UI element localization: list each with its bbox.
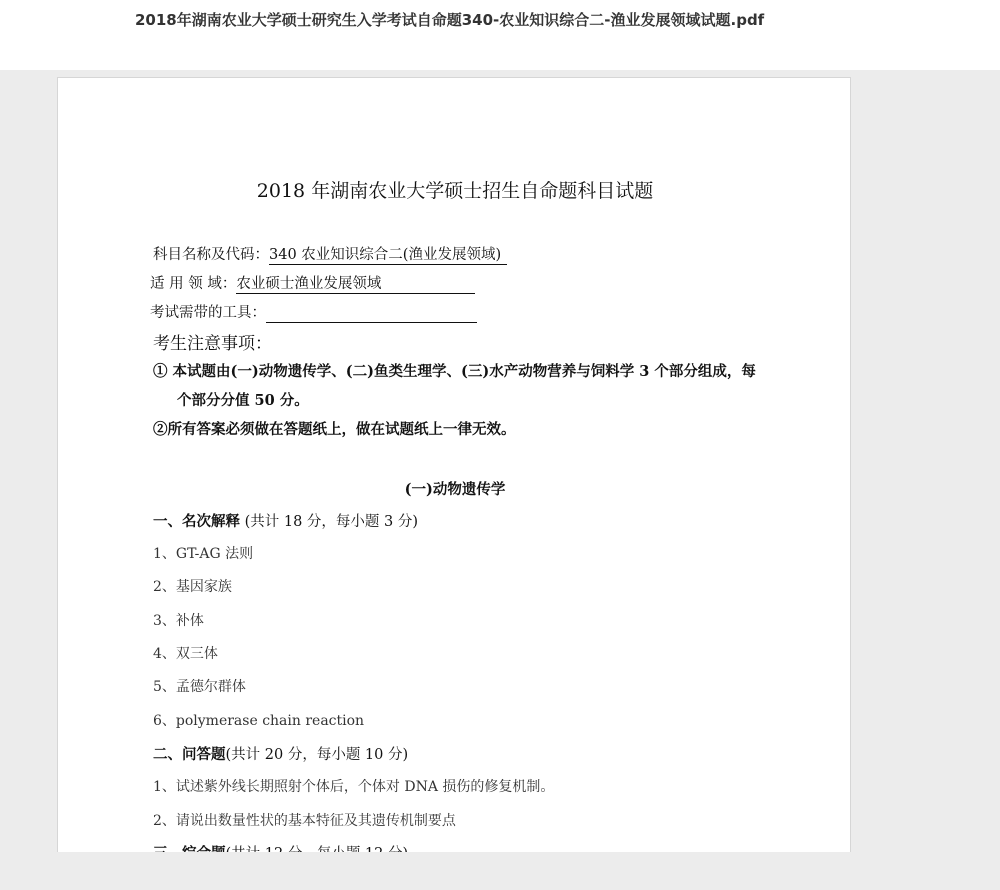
file-title[interactable]: 2018年湖南农业大学硕士研究生入学考试自命题340-农业知识综合二-渔业发展领域试题.pdf <box>135 11 765 29</box>
subject-label: 科目名称及代码： <box>153 247 269 263</box>
q1-item: 4、双三体 <box>153 646 218 662</box>
viewer-footer <box>0 852 1000 890</box>
q2-item: 2、请说出数量性状的基本特征及其遗传机制要点 <box>153 813 456 829</box>
q1-item: 2、基因家族 <box>153 579 232 595</box>
document-page <box>57 77 851 867</box>
section-heading: (一)动物遗传学 <box>404 481 506 498</box>
subject-field <box>153 243 507 265</box>
question-1-title: 一、名次解释 <box>153 513 240 530</box>
question-2-points: (共计 20 分，每小题 10 分) <box>225 747 409 763</box>
q1-item: 1、GT-AG 法则 <box>153 546 254 562</box>
document-title: 2018 年湖南农业大学硕士招生自命题科目试题 <box>256 180 654 202</box>
q1-item: 5、孟德尔群体 <box>153 679 246 695</box>
q1-item: 3、补体 <box>153 613 204 629</box>
question-1-heading <box>153 510 418 531</box>
q1-item: 6、polymerase chain reaction <box>153 713 365 729</box>
subject-value: 340 农业知识综合二(渔业发展领域) <box>269 247 507 265</box>
question-2-title: 二、问答题 <box>153 746 226 763</box>
tools-field <box>150 301 477 323</box>
viewer-header <box>0 0 1000 70</box>
tools-blank <box>266 305 477 323</box>
domain-label: 适 用 领 域： <box>150 276 237 292</box>
domain-value: 农业硕士渔业发展领域 <box>236 276 475 294</box>
note-1-line-1: ① 本试题由(一)动物遗传学、(二)鱼类生理学、(三)水产动物营养与饲料学 3 个部分组成，每 <box>153 363 756 380</box>
note-2: ②所有答案必须做在答题纸上，做在试题纸上一律无效。 <box>153 421 516 438</box>
domain-field <box>150 272 475 294</box>
question-1-points: (共计 18 分，每小题 3 分) <box>240 514 419 530</box>
notice-heading: 考生注意事项： <box>153 334 272 354</box>
note-1-line-2: 个部分分值 50 分。 <box>177 392 309 409</box>
q2-item: 1、试述紫外线长期照射个体后，个体对 DNA 损伤的修复机制。 <box>153 779 555 795</box>
question-2-heading <box>153 743 408 764</box>
tools-label: 考试需带的工具： <box>150 305 266 321</box>
